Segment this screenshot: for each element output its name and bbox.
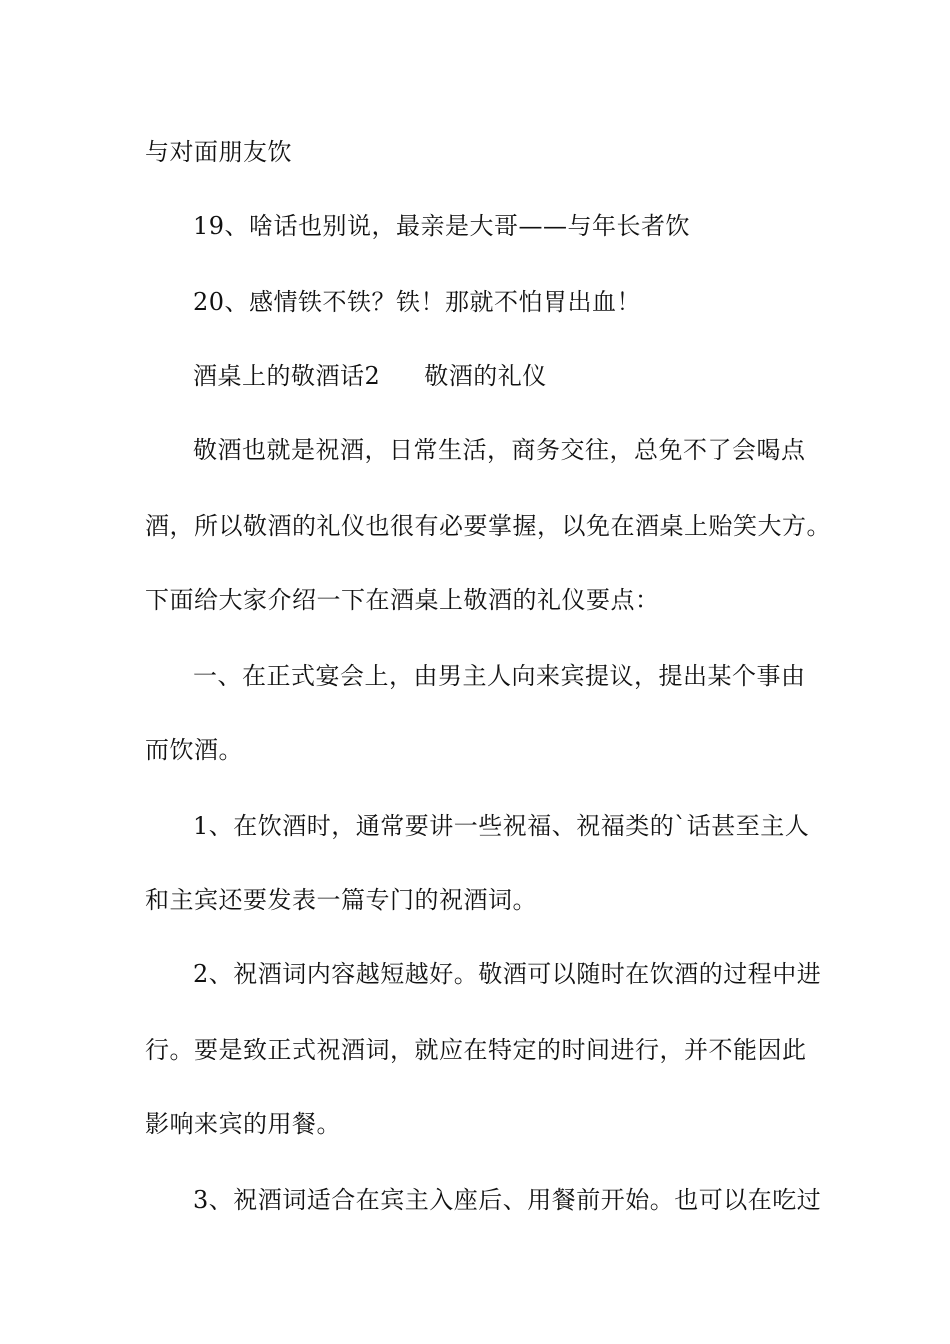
paragraph-line: 行。要是致正式祝酒词，就应在特定的时间进行，并不能因此 xyxy=(145,1036,807,1064)
paragraph-line: 1、在饮酒时，通常要讲一些祝福、祝福类的`话甚至主人 xyxy=(193,812,810,840)
section-heading xyxy=(193,360,547,392)
paragraph-line: 19、啥话也别说，最亲是大哥——与年长者饮 xyxy=(193,212,691,240)
paragraph-line: 和主宾还要发表一篇专门的祝酒词。 xyxy=(145,886,537,914)
paragraph-line: 而饮酒。 xyxy=(145,736,243,764)
paragraph-line: 影响来宾的用餐。 xyxy=(145,1110,341,1138)
paragraph-line: 一、在正式宴会上，由男主人向来宾提议，提出某个事由 xyxy=(193,662,806,690)
paragraph-line: 酒，所以敬酒的礼仪也很有必要掌握，以免在酒桌上贻笑大方。 xyxy=(145,512,831,540)
paragraph-line: 2、祝酒词内容越短越好。敬酒可以随时在饮酒的过程中进 xyxy=(193,960,822,988)
section-title: 酒桌上的敬酒话2 xyxy=(193,362,381,390)
paragraph-line: 20、感情铁不铁？铁！那就不怕胃出血！ xyxy=(193,288,642,316)
section-subtitle: 敬酒的礼仪 xyxy=(424,362,547,390)
paragraph-line: 与对面朋友饮 xyxy=(145,138,292,166)
paragraph-line: 敬酒也就是祝酒，日常生活，商务交往，总免不了会喝点 xyxy=(193,436,806,464)
paragraph-line: 下面给大家介绍一下在酒桌上敬酒的礼仪要点： xyxy=(145,586,660,614)
paragraph-line: 3、祝酒词适合在宾主入座后、用餐前开始。也可以在吃过 xyxy=(193,1186,822,1214)
